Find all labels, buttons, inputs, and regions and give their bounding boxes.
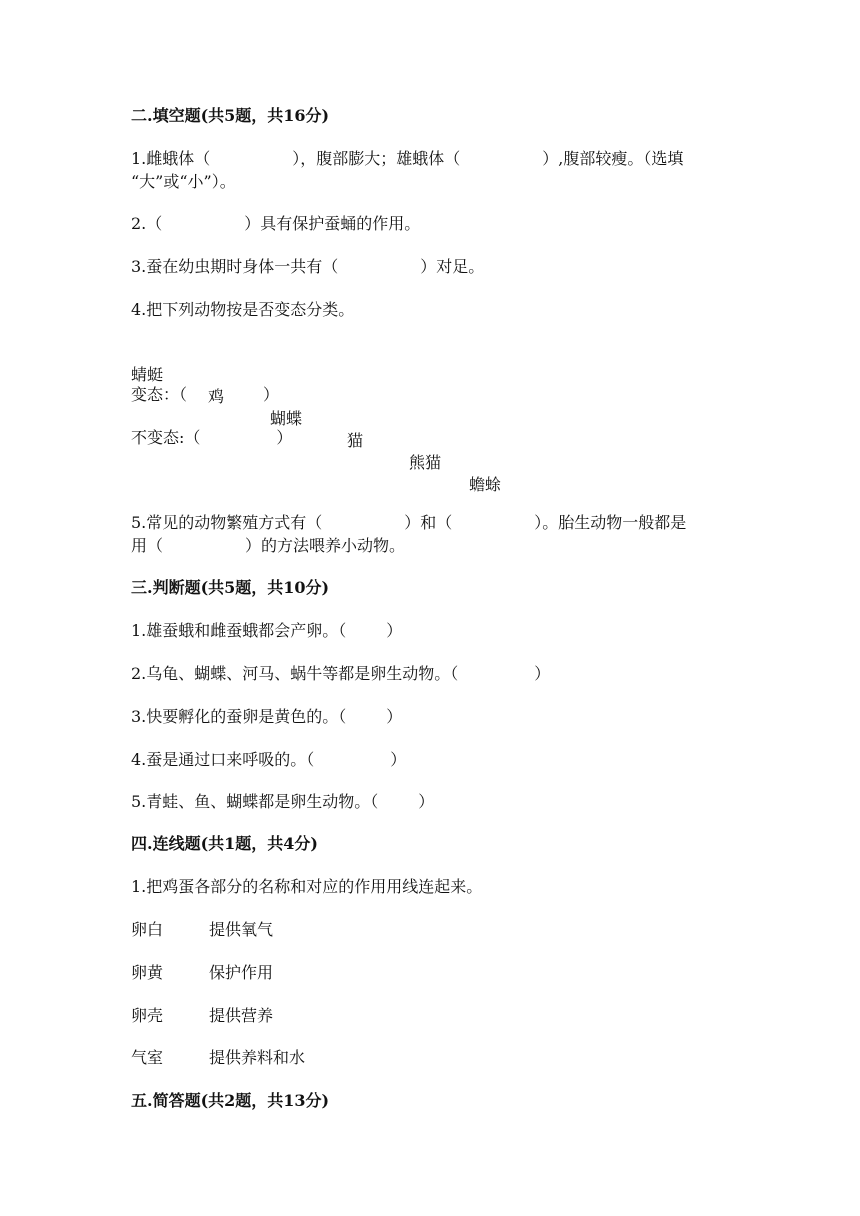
egg-part-name: 卵白 (131, 920, 164, 939)
s2-question-2: 2.（ ）具有保护蚕蛹的作用。 (131, 214, 421, 233)
egg-part-role: 提供营养 (209, 1006, 274, 1025)
animal-item: 鸡 (208, 387, 225, 406)
egg-part-role: 提供养料和水 (209, 1048, 306, 1067)
no-metamorphosis-answer: 不变态:（ ） (131, 428, 293, 447)
egg-part-role: 保护作用 (209, 963, 274, 982)
animal-list (0, 342, 860, 518)
section3-heading: 三.判断题(共5题，共10分) (131, 578, 330, 597)
s2-question-5-line1: 5.常见的动物繁殖方式有（ ）和（ ）。胎生动物一般都是 (131, 513, 687, 532)
egg-part-row (131, 919, 273, 941)
animal-item: 蝴蝶 (270, 409, 303, 428)
s2-question-3: 3.蚕在幼虫期时身体一共有（ ）对足。 (131, 257, 485, 276)
egg-part-role: 提供氧气 (209, 920, 274, 939)
egg-part-row (131, 1005, 273, 1027)
s3-question-5: 5.青蛙、鱼、蝴蝶都是卵生动物。（ ） (131, 792, 435, 811)
s2-question-1-line2: “大”或“小”）。 (131, 172, 236, 191)
s3-question-1: 1.雄蚕蛾和雌蚕蛾都会产卵。（ ） (131, 621, 403, 640)
animal-item: 蜻蜓 (131, 365, 164, 384)
s2-question-1-line1: 1.雌蛾体（ ），腹部膨大；雄蛾体（ ）,腹部较瘦。（选填 (131, 149, 684, 168)
animal-item: 蟾蜍 (469, 475, 502, 494)
animal-item: 猫 (347, 431, 364, 450)
s3-question-2: 2.乌龟、蝴蝶、河马、蜗牛等都是卵生动物。（ ） (131, 664, 551, 683)
s2-question-5-line2: 用（ ）的方法喂养小动物。 (131, 536, 406, 555)
egg-part-row (131, 962, 273, 984)
s4-question-1: 1.把鸡蛋各部分的名称和对应的作用用线连起来。 (131, 877, 483, 896)
animal-item: 熊猫 (409, 453, 442, 472)
section4-heading: 四.连线题(共1题，共4分) (131, 834, 318, 853)
egg-part-name: 卵壳 (131, 1006, 164, 1025)
section5-heading: 五.简答题(共2题，共13分) (131, 1091, 330, 1110)
metamorphosis-answer: 变态：（ ） (131, 385, 280, 404)
s3-question-3: 3.快要孵化的蚕卵是黄色的。（ ） (131, 707, 403, 726)
s3-question-4: 4.蚕是通过口来呼吸的。（ ） (131, 750, 407, 769)
egg-part-name: 卵黄 (131, 963, 164, 982)
egg-part-row (131, 1047, 305, 1069)
egg-part-name: 气室 (131, 1048, 164, 1067)
s2-question-4: 4.把下列动物按是否变态分类。 (131, 300, 355, 319)
section2-heading: 二.填空题(共5题，共16分) (131, 106, 330, 125)
